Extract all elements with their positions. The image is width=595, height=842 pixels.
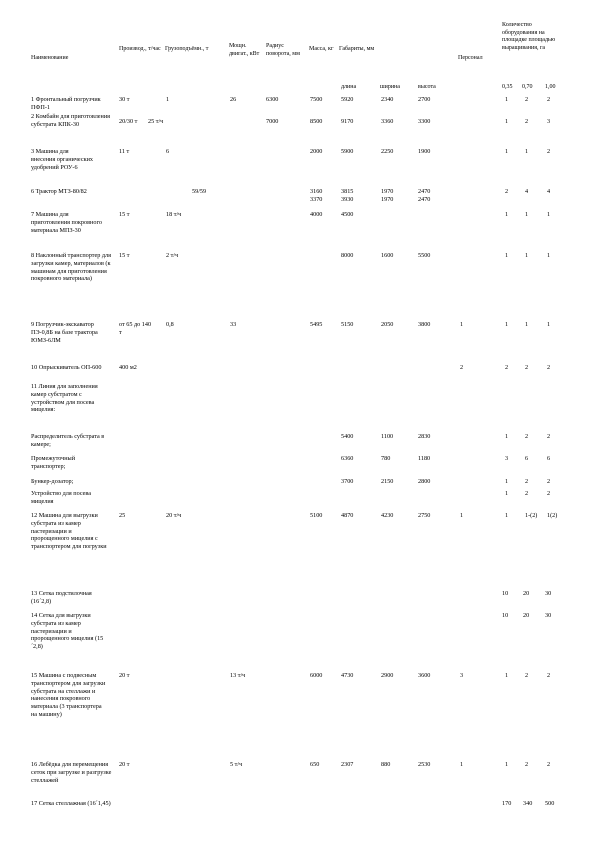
row-name: 1 Фронтальный погрузчик ПФП-1 — [31, 96, 101, 111]
row-qty-b: 4 — [525, 188, 529, 195]
row-productivity: 11 т — [119, 148, 130, 155]
row-qty-c: 2 — [547, 96, 551, 103]
row-length: 5920 — [341, 96, 354, 103]
row-qty-b: 2 — [525, 490, 529, 497]
row-height: 2700 — [418, 96, 431, 103]
row-width: 2250 — [381, 148, 394, 155]
row-name: 6 Трактор МТЗ-80/82 — [31, 188, 87, 195]
row-qty-b: 2 — [525, 478, 529, 485]
row-length: 6360 — [341, 455, 354, 462]
row-qty-a: 1 — [505, 490, 509, 497]
row-operator: 1 — [460, 321, 464, 328]
header-radius: Радиус поворота, мм — [266, 43, 300, 57]
row-productivity: 400 м2 — [119, 364, 137, 371]
row-height: 1180 — [418, 455, 431, 462]
row-mass: 5100 — [310, 512, 323, 519]
row-length: 8000 — [341, 252, 354, 259]
header-qty-a: 0,35 — [502, 84, 513, 90]
row-qty-c: 30 — [545, 590, 552, 597]
row-productivity: 20 т — [119, 672, 130, 679]
row-length: 5400 — [341, 433, 354, 440]
row-name: 7 Машина для приготовления покровного материала МПЗ-30 — [31, 211, 102, 234]
row-qty-a: 3 — [505, 455, 509, 462]
row-qty-c: 1(2) — [547, 512, 558, 519]
row-length: 5150 — [341, 321, 354, 328]
row-mass: 5495 — [310, 321, 323, 328]
row-qty-b: 340 — [523, 800, 533, 807]
row-length: 3700 — [341, 478, 354, 485]
row-name: 3 Машина для внесения органических удобрений РОУ-6 — [31, 148, 93, 171]
row-qty-a: 1 — [505, 433, 509, 440]
row-qty-c: 2 — [547, 364, 551, 371]
row-name: 9 Погрузчик-экскаватор ПЭ-0,8Б на базе трактора ЮМЗ-6ЛМ — [31, 321, 98, 344]
row-name: 12 Машина для выгрузки субстрата из камер пастеризации и пророщенного мицелия с транспортером для погрузки — [31, 512, 107, 550]
row-mass: 8500 — [310, 118, 323, 125]
row-qty-c: 2 — [547, 433, 551, 440]
row-height: 1900 — [418, 148, 431, 155]
row-qty-c: 1 — [547, 321, 551, 328]
row-qty-b: 1 — [525, 252, 529, 259]
row-qty-c: 6 — [547, 455, 551, 462]
row-width: 2150 — [381, 478, 394, 485]
row-width: 1600 — [381, 252, 394, 259]
header-power: Мощн. двигат., кВт — [229, 43, 260, 57]
row-radius: 6300 — [266, 96, 279, 103]
row-qty-c: 2 — [547, 672, 551, 679]
row-capacity: 25 т/ч — [148, 118, 164, 125]
header-qty-title: Количество оборудования на площадке площадью выращивания, га — [502, 22, 556, 51]
header-dimensions: Габариты, мм — [339, 46, 375, 52]
row-name: 17 Сетка стеллажная (16´1,45) — [31, 800, 111, 807]
row-productivity: 25 — [119, 512, 126, 519]
row-name: Распределитель субстрата в камере; — [31, 433, 105, 448]
row-width: 2900 — [381, 672, 394, 679]
row-qty-b: 2 — [525, 364, 529, 371]
row-qty-c: 2 — [547, 490, 551, 497]
row-power: 26 — [230, 96, 237, 103]
row-length: 3815 3930 — [341, 188, 354, 203]
row-width: 1100 — [381, 433, 394, 440]
row-capacity: 1 — [166, 96, 170, 103]
row-qty-a: 2 — [505, 364, 509, 371]
header-mass: Масса, кг — [309, 46, 334, 52]
row-mass: 650 — [310, 761, 320, 768]
row-qty-c: 2 — [547, 761, 551, 768]
row-qty-b: 1-(2) — [525, 512, 538, 519]
row-width: 2340 — [381, 96, 394, 103]
row-productivity: 20/30 т — [119, 118, 138, 125]
row-qty-a: 1 — [505, 252, 509, 259]
header-qty-b: 0,70 — [522, 84, 533, 90]
row-length: 2307 — [341, 761, 354, 768]
row-height: 3800 — [418, 321, 431, 328]
header-name: Наименование — [31, 55, 69, 61]
row-height: 2470 2470 — [418, 188, 431, 203]
row-qty-c: 2 — [547, 148, 551, 155]
row-width: 2050 — [381, 321, 394, 328]
row-height: 3300 — [418, 118, 431, 125]
row-qty-b: 20 — [523, 612, 530, 619]
row-qty-a: 1 — [505, 96, 509, 103]
row-name: 11 Линия для заполнения камер субстратом с устройством для посева мицелия: — [31, 383, 98, 414]
row-name: 2 Комбайн для приготовления субстрата КПК-30 — [31, 113, 111, 128]
row-operator: 2 — [460, 364, 464, 371]
row-qty-c: 4 — [547, 188, 551, 195]
row-capacity: 20 т/ч — [166, 512, 182, 519]
row-mass: 6000 — [310, 672, 323, 679]
row-width: 880 — [381, 761, 391, 768]
row-qty-b: 20 — [523, 590, 530, 597]
row-qty-c: 1 — [547, 211, 551, 218]
row-length: 9170 — [341, 118, 354, 125]
row-qty-a: 1 — [505, 761, 509, 768]
row-qty-a: 1 — [505, 148, 509, 155]
row-capacity: 0,8 — [166, 321, 174, 328]
row-qty-a: 1 — [505, 211, 509, 218]
row-productivity: 15 т — [119, 211, 130, 218]
row-capacity: 6 — [166, 148, 170, 155]
row-qty-a: 1 — [505, 478, 509, 485]
row-qty-b: 1 — [525, 211, 529, 218]
row-capacity: 2 т/ч — [166, 252, 179, 259]
row-qty-c: 2 — [547, 478, 551, 485]
row-length: 4500 — [341, 211, 354, 218]
row-width: 780 — [381, 455, 391, 462]
row-width: 1970 1970 — [381, 188, 394, 203]
row-height: 5500 — [418, 252, 431, 259]
row-qty-c: 1 — [547, 252, 551, 259]
row-name: 8 Наклонный транспортер для загрузки камер, материалов (к машинам для приготовления покровного материала) — [31, 252, 111, 283]
header-length: длина — [341, 84, 357, 90]
row-productivity: 30 т — [119, 96, 130, 103]
row-productivity: 15 т — [119, 252, 130, 259]
row-qty-a: 2 — [505, 188, 509, 195]
row-name: Бункер-дозатор; — [31, 478, 74, 485]
row-qty-b: 2 — [525, 118, 529, 125]
row-name: 10 Опрыскиватель ОП-600 — [31, 364, 102, 371]
row-operator: 1 — [460, 512, 464, 519]
header-operator: Персонал — [458, 55, 483, 61]
row-productivity: от 65 до 140 т — [119, 321, 152, 336]
row-qty-b: 2 — [525, 761, 529, 768]
row-length: 4730 — [341, 672, 354, 679]
row-qty-a: 1 — [505, 672, 509, 679]
row-power: 5 т/ч — [230, 761, 243, 768]
row-qty-b: 6 — [525, 455, 529, 462]
row-qty-a: 1 — [505, 118, 509, 125]
row-mass: 7500 — [310, 96, 323, 103]
row-qty-c: 3 — [547, 118, 551, 125]
row-name: Промежуточный транспортер; — [31, 455, 76, 470]
row-length: 4870 — [341, 512, 354, 519]
row-productivity: 20 т — [119, 761, 130, 768]
row-name: 14 Сетка для выгрузки субстрата из камер пастеризации и пророщенного мицелия (15´2,8) — [31, 612, 104, 650]
row-qty-b: 2 — [525, 433, 529, 440]
row-qty-a: 10 — [502, 590, 509, 597]
row-width: 3360 — [381, 118, 394, 125]
row-name: 13 Сетка подстилочная (16´2,8) — [31, 590, 92, 605]
header-capacity: Грузоподъёмн., т — [165, 46, 209, 52]
row-height: 2830 — [418, 433, 431, 440]
row-qty-b: 2 — [525, 672, 529, 679]
row-length: 5900 — [341, 148, 354, 155]
row-name: 15 Машина с подвесным транспортером для загрузки субстрата на стеллажи и нанесения покровного материала (3 транспортера на машину) — [31, 672, 106, 718]
header-height: высота — [418, 84, 436, 90]
row-qty-c: 30 — [545, 612, 552, 619]
row-radius: 7000 — [266, 118, 279, 125]
row-qty-b: 1 — [525, 148, 529, 155]
row-qty-a: 1 — [505, 321, 509, 328]
header-productivity: Производ., т/час — [119, 46, 161, 52]
header-width: ширина — [380, 84, 400, 90]
header-qty-c: 1,00 — [545, 84, 556, 90]
row-mass: 2000 — [310, 148, 323, 155]
row-power: 13 т/ч — [230, 672, 246, 679]
row-name: Устройство для посева мицелия — [31, 490, 91, 505]
row-capacity: 59/59 — [192, 188, 207, 195]
row-qty-a: 10 — [502, 612, 509, 619]
row-qty-a: 1 — [505, 512, 509, 519]
row-height: 2800 — [418, 478, 431, 485]
row-power: 33 — [230, 321, 237, 328]
row-name: 16 Лебёдка для перемещения сеток при загрузке и разгрузке стеллажей — [31, 761, 112, 784]
row-qty-c: 500 — [545, 800, 555, 807]
row-qty-b: 1 — [525, 321, 529, 328]
row-height: 3600 — [418, 672, 431, 679]
row-mass: 4000 — [310, 211, 323, 218]
row-width: 4230 — [381, 512, 394, 519]
row-mass: 3160 3370 — [310, 188, 323, 203]
row-height: 2750 — [418, 512, 431, 519]
row-qty-a: 170 — [502, 800, 512, 807]
row-operator: 1 — [460, 761, 464, 768]
row-qty-b: 2 — [525, 96, 529, 103]
row-height: 2530 — [418, 761, 431, 768]
row-capacity: 18 т/ч — [166, 211, 182, 218]
row-operator: 3 — [460, 672, 464, 679]
